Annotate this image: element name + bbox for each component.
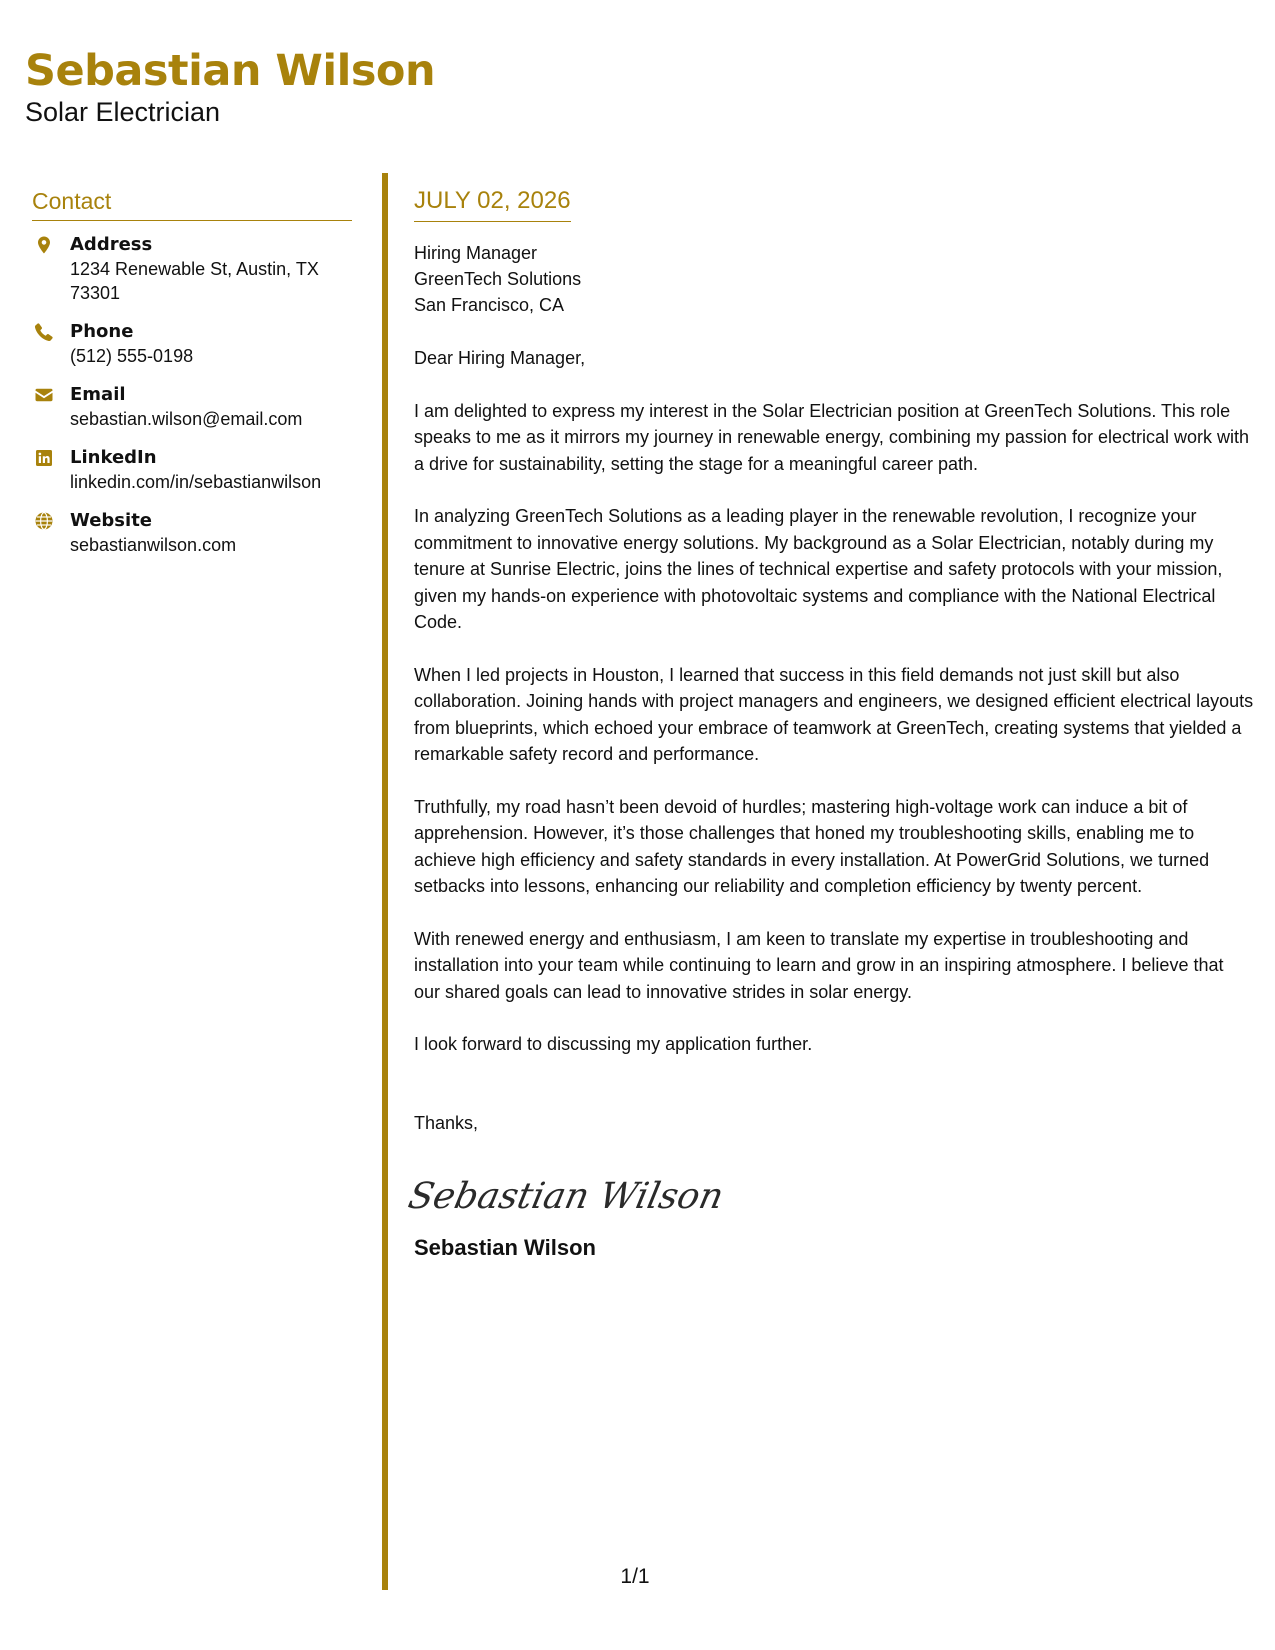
- body-paragraph: With renewed energy and enthusiasm, I am keen to translate my expertise in troubleshooting and installation into your team while continuing to learn and grow in an inspiring atmosphere. I believe that our shared goals can lead to innovative strides in solar energy.: [414, 928, 1224, 1002]
- contact-linkedin: [32, 446, 352, 494]
- applicant-name: Sebastian Wilson: [25, 46, 436, 96]
- body-paragraph: In analyzing GreenTech Solutions as a leading player in the renewable revolution, I recognize your commitment to innovative energy solutions. My background as a Solar Electrician, notably during my tenure at Sunrise Electric, joins the lines of technical expertise and safety protocols with your mission, given my hands-on experience with photovoltaic systems and compliance with the National Electrical Code.: [414, 506, 1223, 632]
- contact-value: (512) 555-0198: [70, 346, 194, 366]
- signer-name: Sebastian Wilson: [414, 1235, 596, 1260]
- recipient-line: Hiring Manager: [414, 243, 538, 263]
- contact-email: [32, 383, 352, 431]
- contact-value: sebastian.wilson@email.com: [70, 409, 303, 429]
- location-pin-icon: [34, 235, 54, 255]
- linkedin-icon: [34, 448, 54, 468]
- handwritten-signature: [404, 1164, 1254, 1224]
- contact-label: Website: [70, 510, 153, 531]
- contact-label: Phone: [70, 321, 134, 342]
- letter-date: JULY 02, 2026: [414, 186, 571, 222]
- contact-label: LinkedIn: [70, 447, 157, 468]
- globe-icon: [34, 511, 54, 531]
- phone-icon: [34, 322, 54, 342]
- letter-body: [404, 186, 1254, 1262]
- recipient-line: GreenTech Solutions: [414, 269, 582, 289]
- vertical-divider: [382, 173, 388, 1590]
- envelope-icon: [34, 385, 54, 405]
- applicant-job-title: Solar Electrician: [25, 97, 221, 127]
- recipient-block: [414, 240, 1254, 318]
- contact-label: Address: [70, 234, 153, 255]
- contact-value: linkedin.com/in/sebastianwilson: [70, 472, 322, 492]
- contact-phone: [32, 320, 352, 368]
- contact-label: Email: [70, 384, 126, 405]
- contact-value: 1234 Renewable St, Austin, TX 73301: [70, 259, 319, 303]
- body-paragraph: Truthfully, my road hasn’t been devoid of hurdles; mastering high-voltage work can induce a bit of apprehension. However, it’s those challenges that honed my troubleshooting skills, enabling me to achieve high efficiency and safety standards in every installation. At PowerGrid Solutions, we turned setbacks into lessons, enhancing our reliability and completion efficiency by twenty percent.: [414, 796, 1210, 896]
- body-paragraph: When I led projects in Houston, I learned that success in this field demands not just skill but also collaboration. Joining hands with project managers and engineers, we designed efficient electrical layouts from blueprints, which echoed your embrace of teamwork at GreenTech, creating systems that yielded a remarkable safety record and performance.: [414, 664, 1254, 764]
- contact-heading: Contact: [32, 186, 352, 221]
- body-paragraph: I am delighted to express my interest in the Solar Electrician position at GreenTech Solutions. This role speaks to me as it mirrors my journey in renewable energy, combining my passion for electrical work with a drive for sustainability, setting the stage for a meaningful career path.: [414, 400, 1249, 474]
- letter-header: [25, 46, 435, 128]
- closing: Thanks,: [414, 1112, 479, 1133]
- page-number: 1/1: [620, 1565, 650, 1588]
- body-paragraph: I look forward to discussing my application further.: [414, 1034, 813, 1054]
- contact-address: [32, 233, 352, 305]
- contact-website: [32, 509, 352, 557]
- contact-sidebar: [32, 186, 352, 572]
- recipient-line: San Francisco, CA: [414, 295, 565, 315]
- contact-value: sebastianwilson.com: [70, 535, 237, 555]
- salutation: Dear Hiring Manager,: [414, 348, 586, 368]
- signature-text: Sebastian Wilson: [404, 1174, 728, 1217]
